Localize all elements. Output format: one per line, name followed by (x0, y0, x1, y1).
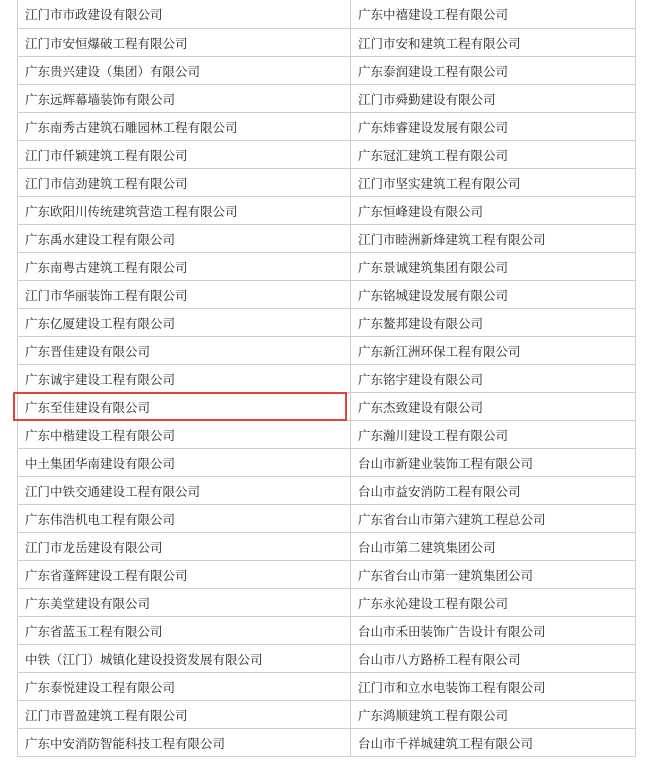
company-name-right: 广东鳌邦建设有限公司 (351, 309, 636, 337)
company-name-right: 广东恒峰建设有限公司 (351, 197, 636, 225)
table-row (18, 617, 636, 645)
table-row (18, 645, 636, 673)
company-name-left: 中土集团华南建设有限公司 (18, 449, 351, 477)
table-row (18, 701, 636, 729)
company-name-left: 广东省蓝玉工程有限公司 (18, 617, 351, 645)
company-name-right: 广东铭城建设发展有限公司 (351, 281, 636, 309)
company-name-right: 江门市安和建筑工程有限公司 (351, 29, 636, 57)
company-name-right: 台山市禾田装饰广告设计有限公司 (351, 617, 636, 645)
company-name-left: 广东远辉幕墙装饰有限公司 (18, 85, 351, 113)
table-row (18, 0, 636, 29)
company-name-left: 中铁（江门）城镇化建设投资发展有限公司 (18, 645, 351, 673)
company-name-right: 广东炜睿建设发展有限公司 (351, 113, 636, 141)
company-name-right: 广东瀚川建设工程有限公司 (351, 421, 636, 449)
company-name-right: 台山市新建业装饰工程有限公司 (351, 449, 636, 477)
company-name-right: 台山市第二建筑集团公司 (351, 533, 636, 561)
table-row (18, 85, 636, 113)
table-row (18, 113, 636, 141)
company-name-left: 广东南秀古建筑石雕园林工程有限公司 (18, 113, 351, 141)
table-row (18, 477, 636, 505)
company-name-left: 江门市信劲建筑工程有限公司 (18, 169, 351, 197)
company-name-right: 广东铭宇建设有限公司 (351, 365, 636, 393)
table-row (18, 449, 636, 477)
company-name-left: 广东美堂建设有限公司 (18, 589, 351, 617)
table-row (18, 561, 636, 589)
company-name-right: 广东泰润建设工程有限公司 (351, 57, 636, 85)
table-row (18, 337, 636, 365)
table-row (18, 365, 636, 393)
table-row (18, 533, 636, 561)
company-name-left: 广东泰悦建设工程有限公司 (18, 673, 351, 701)
company-name-left: 广东至佳建设有限公司 (18, 393, 351, 421)
company-name-left: 江门市安恒爆破工程有限公司 (18, 29, 351, 57)
table-row (18, 225, 636, 253)
company-name-left: 江门市仟颖建筑工程有限公司 (18, 141, 351, 169)
table-row (18, 421, 636, 449)
table-row (18, 589, 636, 617)
table-row (18, 169, 636, 197)
company-name-right: 台山市益安消防工程有限公司 (351, 477, 636, 505)
company-name-right: 广东鸿顺建筑工程有限公司 (351, 701, 636, 729)
company-name-left: 江门市市政建设有限公司 (18, 0, 351, 29)
table-row (18, 253, 636, 281)
company-name-right: 江门市和立水电装饰工程有限公司 (351, 673, 636, 701)
company-name-right: 广东杰致建设有限公司 (351, 393, 636, 421)
company-name-left: 广东南粤古建筑工程有限公司 (18, 253, 351, 281)
company-name-left: 江门市晋盈建筑工程有限公司 (18, 701, 351, 729)
table-row (18, 57, 636, 85)
table-row (18, 141, 636, 169)
table-row (18, 281, 636, 309)
table-row (18, 197, 636, 225)
table-row (18, 29, 636, 57)
company-name-right: 广东省台山市第一建筑集团公司 (351, 561, 636, 589)
company-name-left: 广东诚宇建设工程有限公司 (18, 365, 351, 393)
company-name-left: 广东伟浩机电工程有限公司 (18, 505, 351, 533)
company-name-left: 广东省蓬辉建设工程有限公司 (18, 561, 351, 589)
company-name-right: 江门市睦洲新烽建筑工程有限公司 (351, 225, 636, 253)
company-name-right: 台山市千祥城建筑工程有限公司 (351, 729, 636, 757)
table-row (18, 505, 636, 533)
company-name-left: 广东贵兴建设（集团）有限公司 (18, 57, 351, 85)
company-name-right: 广东省台山市第六建筑工程总公司 (351, 505, 636, 533)
company-name-right: 广东中禧建设工程有限公司 (351, 0, 636, 29)
company-name-left: 广东中安消防智能科技工程有限公司 (18, 729, 351, 757)
table-row (18, 673, 636, 701)
company-name-left: 广东晋佳建设有限公司 (18, 337, 351, 365)
company-name-left: 广东中楷建设工程有限公司 (18, 421, 351, 449)
company-name-right: 江门市舜勤建设有限公司 (351, 85, 636, 113)
company-name-left: 江门中铁交通建设工程有限公司 (18, 477, 351, 505)
company-name-right: 台山市八方路桥工程有限公司 (351, 645, 636, 673)
company-table (17, 0, 636, 757)
company-name-right: 广东新江洲环保工程有限公司 (351, 337, 636, 365)
company-name-left: 广东禹水建设工程有限公司 (18, 225, 351, 253)
company-name-right: 广东永沁建设工程有限公司 (351, 589, 636, 617)
company-name-left: 广东欧阳川传统建筑营造工程有限公司 (18, 197, 351, 225)
table-row (18, 309, 636, 337)
company-name-left: 江门市龙岳建设有限公司 (18, 533, 351, 561)
company-name-left: 广东亿厦建设工程有限公司 (18, 309, 351, 337)
table-row (18, 729, 636, 757)
table-row (18, 393, 636, 421)
company-table-container (17, 0, 635, 757)
company-name-right: 广东景诚建筑集团有限公司 (351, 253, 636, 281)
company-table-body (18, 0, 636, 757)
company-name-right: 江门市坚实建筑工程有限公司 (351, 169, 636, 197)
company-name-right: 广东冠汇建筑工程有限公司 (351, 141, 636, 169)
company-name-left: 江门市华丽装饰工程有限公司 (18, 281, 351, 309)
